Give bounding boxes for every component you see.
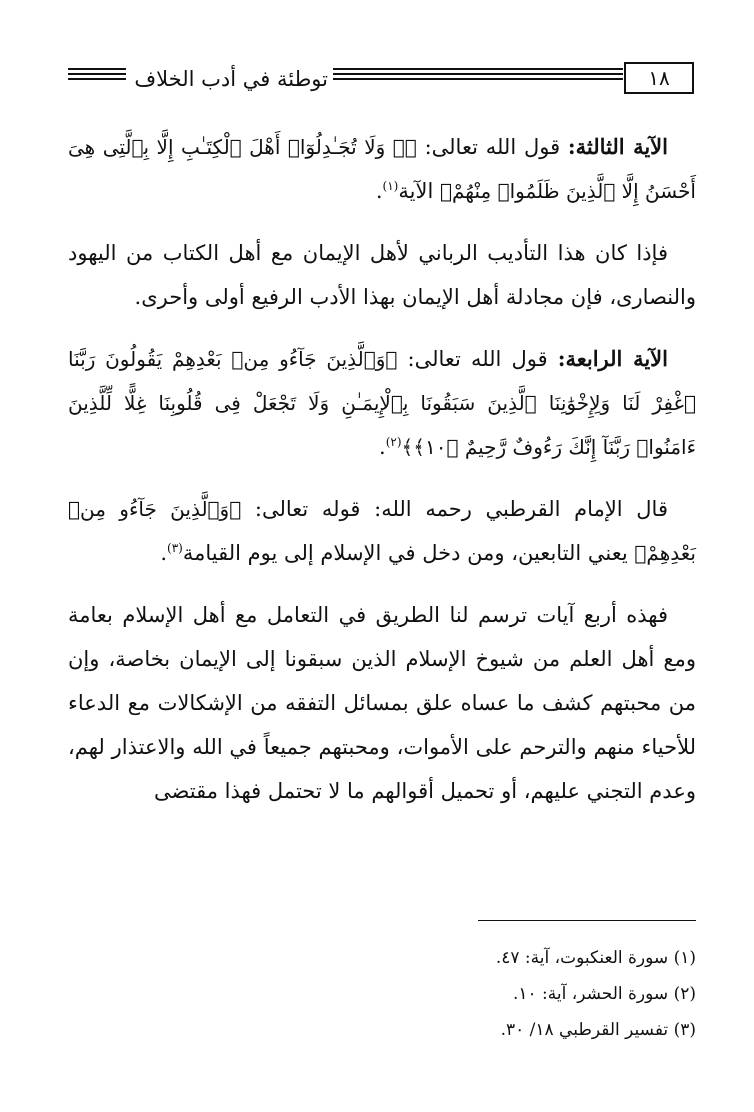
paragraph-verse-3 bbox=[68, 125, 696, 213]
header-rule-right bbox=[333, 68, 623, 83]
footnote-item bbox=[300, 1012, 696, 1048]
intro-text: قول الله تعالى: bbox=[416, 135, 568, 159]
header-rule-left bbox=[68, 68, 126, 83]
quran-quote: ﴿۞ وَلَا تُجَـٰدِلُوٓا۟ أَهْلَ ٱلْكِتَـٰبِ إِلَّا بِٱلَّتِى هِىَ أَحْسَنُ إِلَّا ٱلَّذِينَ ظَلَمُوا۟ مِنْهُمْ﴾ bbox=[68, 135, 696, 203]
footnote-text: سورة العنكبوت، آية: ٤٧. bbox=[495, 948, 669, 968]
main-text bbox=[68, 125, 696, 831]
page-number: ١٨ bbox=[624, 62, 694, 94]
footnote-item bbox=[300, 976, 696, 1012]
footnote-separator bbox=[478, 920, 696, 921]
end-punct: . bbox=[379, 435, 386, 459]
trailing-text: يعني التابعين، ومن دخل في الإسلام إلى يوم القيامة bbox=[182, 541, 635, 565]
trailing-text: الآية bbox=[398, 179, 440, 203]
footnote-ref: (٣) bbox=[167, 541, 183, 555]
footnote-number: (١) bbox=[673, 948, 696, 968]
quran-quote: ﴿وَٱلَّذِينَ جَآءُو مِنۢ بَعْدِهِمْ يَقُولُونَ رَبَّنَا ٱغْفِرْ لَنَا وَلِإِخْوَٰنِنَا ٱلَّذِينَ سَبَقُونَا بِٱلْإِيمَـٰنِ وَلَا تَجْعَلْ فِى قُلُوبِنَا غِلًّا لِّلَّذِينَ ءَامَنُوا۟ رَبَّنَآ إِنَّكَ رَءُوفٌ رَّحِيمٌ ﴿١٠﴾﴾ bbox=[68, 347, 696, 459]
footnote-text: تفسير القرطبي ١٨/ ٣٠. bbox=[500, 1020, 669, 1040]
footnote-item bbox=[300, 940, 696, 976]
intro-text: قال الإمام القرطبي رحمه الله: قوله تعالى: bbox=[241, 497, 668, 521]
page-header bbox=[68, 62, 696, 98]
paragraph-qurtubi bbox=[68, 487, 696, 575]
footnote-ref: (١) bbox=[382, 179, 399, 193]
end-punct: . bbox=[375, 179, 383, 203]
quran-quote: ﴿وَٱلَّذِينَ جَآءُو مِنۢ بَعْدِهِمْ﴾ bbox=[68, 497, 696, 565]
paragraph-commentary: فإذا كان هذا التأديب الرباني لأهل الإيمان مع أهل الكتاب من اليهود والنصارى، فإن مجادلة أهل الإيمان بهذا الأدب الرفيع أولى وأحرى. bbox=[68, 241, 696, 309]
footnotes bbox=[300, 940, 696, 1048]
footnote-number: (٣) bbox=[673, 1020, 696, 1040]
running-title: توطئة في أدب الخلاف bbox=[134, 67, 328, 91]
intro-text: قول الله تعالى: bbox=[397, 347, 558, 371]
footnote-number: (٢) bbox=[673, 984, 696, 1004]
end-punct: . bbox=[160, 541, 168, 565]
footnote-ref: (٢) bbox=[385, 435, 402, 449]
paragraph-conclusion: فهذه أربع آيات ترسم لنا الطريق في التعامل مع أهل الإسلام بعامة ومع أهل العلم من شيوخ الإسلام الذين سبقونا إلى الإيمان بخاصة، وإن من محبتهم كشف ما عساه علق بمسائل التفقه من الإشكالات مع الدعاء للأحياء منهم والترحم على الأموات، ومحبتهم جميعاً في الله والاعتذار لهم، وعدم التجني عليهم، أو تحميل أقوالهم ما لا تحتمل فهذا مقتضى bbox=[68, 603, 696, 803]
verse-label: الآية الثالثة: bbox=[567, 134, 668, 159]
verse-label: الآية الرابعة: bbox=[557, 346, 668, 371]
footnote-text: سورة الحشر، آية: ١٠. bbox=[512, 984, 669, 1004]
paragraph-verse-4 bbox=[68, 337, 696, 469]
